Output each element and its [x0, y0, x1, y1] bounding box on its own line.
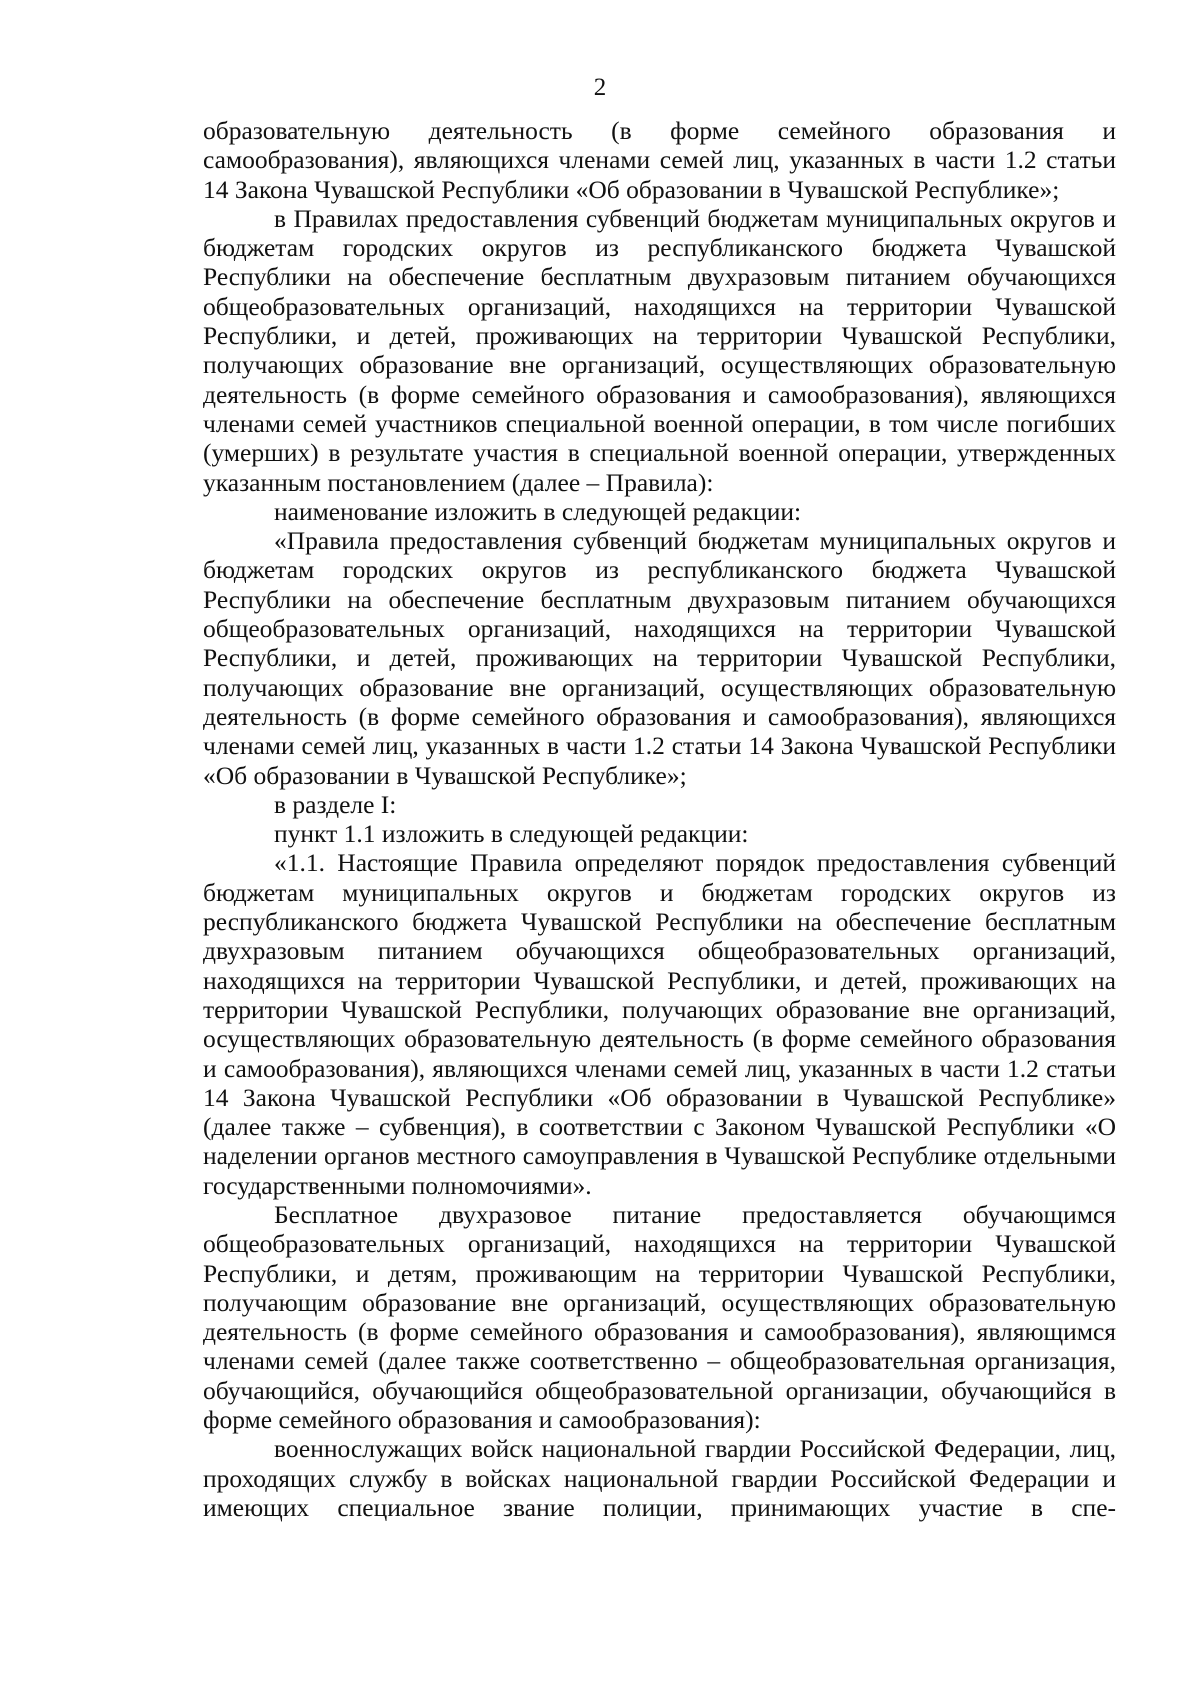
paragraph-title-instruction: наименование изложить в следующей редакции: [274, 496, 802, 526]
paragraph-continuation: образовательную деятельность (в форме семейного образования и самообразования), являющихся членами семей лиц, указанных в части 1.2 статьи 14 Закона Чувашской Республики «Об образовании в Чувашской Республике»; [203, 116, 1116, 204]
paragraph-clause-instruction: пункт 1.1 изложить в следующей редакции: [274, 819, 749, 849]
paragraph-free-meals: Бесплатное двухразовое питание предоставляется обучающимся общеобразовательных организаций, находящихся на территории Чувашской Республики, и детям, проживающим на территории Чувашской Республики, получающим образование вне организаций, осуществляющих образовательную деятельность (в форме семейного образования и самообразования), являющимся членами семей (далее также соответственно – общеобразовательная организация, обучающийся, обучающийся общеобразовательной организации, обучающийся в форме семейного образования и самообразования): [203, 1199, 1116, 1435]
paragraph-section-ref: в разделе I: [274, 789, 397, 819]
page-number: 2 [593, 74, 607, 101]
document-body [203, 116, 1116, 1522]
paragraph-rules-amendment: в Правилах предоставления субвенций бюджетам муниципальных округов и бюджетам городских округов из республиканского бюджета Чувашской Республики на обеспечение бесплатным двухразовым питанием обучающихся общеобразовательных организаций, находящихся на территории Чувашской Республики, и детей, проживающих на территории Чувашской Республики, получающих образование вне организаций, осуществляющих образовательную деятельность (в форме семейного образования и самообразования), являющихся членами семей участников специальной военной операции, в том числе погибших (умерших) в результате участия в специальной военной операции, утвержденных указанным постановлением (далее – Правила): [203, 203, 1116, 497]
paragraph-national-guard: военнослужащих войск национальной гвардии Российской Федерации, лиц, проходящих службу в войсках национальной гвардии Российской Федерации и имеющих специальное звание полиции, принимающих участие в спе- [203, 1434, 1116, 1522]
paragraph-new-title: «Правила предоставления субвенций бюджетам муниципальных округов и бюджетам городских округов из республиканского бюджета Чувашской Республики на обеспечение бесплатным двухразовым питанием обучающихся общеобразовательных организаций, находящихся на территории Чувашской Республики, и детей, проживающих на территории Чувашской Республики, получающих образование вне организаций, осуществляющих образовательную деятельность (в форме семейного образования и самообразования), являющихся членами семей лиц, указанных в части 1.2 статьи 14 Закона Чувашской Республики «Об образовании в Чувашской Республике»; [203, 526, 1116, 790]
paragraph-clause-1-1: «1.1. Настоящие Правила определяют порядок предоставления субвенций бюджетам муниципальных округов и бюджетам городских округов из республиканского бюджета Чувашской Республики на обеспечение бесплатным двухразовым питанием обучающихся общеобразовательных организаций, находящихся на территории Чувашской Республики, и детей, проживающих на территории Чувашской Республики, получающих образование вне организаций, осуществляющих образовательную деятельность (в форме семейного образования и самообразования), являющихся членами семей лиц, указанных в части 1.2 статьи 14 Закона Чувашской Республики «Об образовании в Чувашской Республике» (далее также – субвенция), в соответствии с Законом Чувашской Республики «О наделении органов местного самоуправления в Чувашской Республике отдельными государственными полномочиями». [203, 848, 1116, 1200]
